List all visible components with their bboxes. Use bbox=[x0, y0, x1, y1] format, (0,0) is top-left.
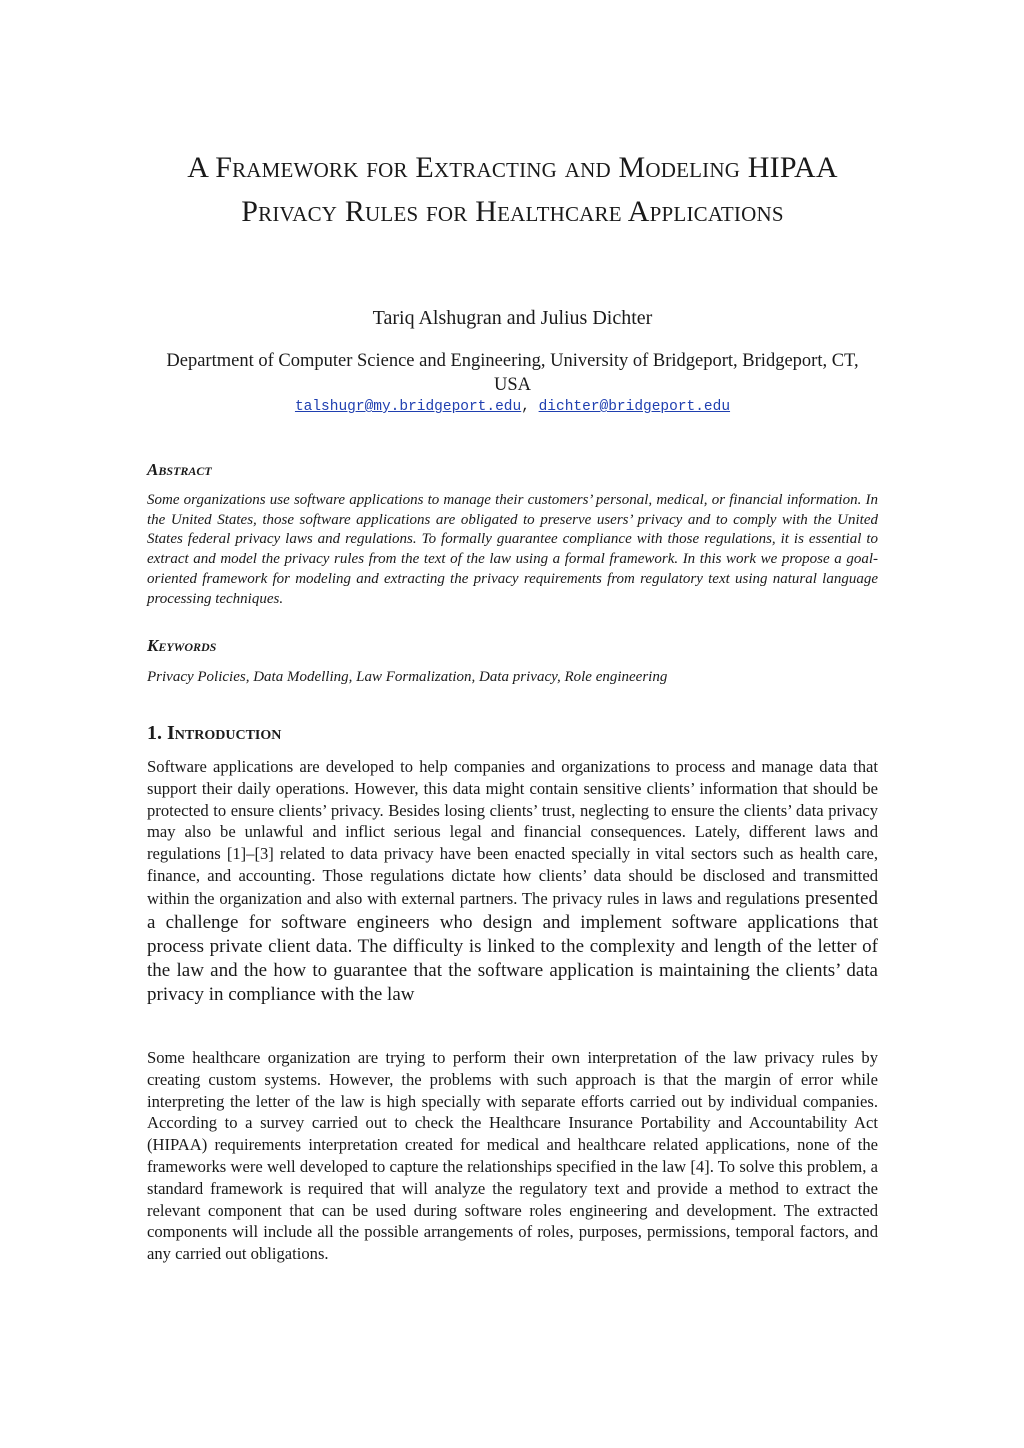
email-link-alshugran[interactable]: talshugr@my.bridgeport.edu bbox=[294, 399, 522, 415]
paper-authors: Tariq Alshugran and Julius Dichter bbox=[372, 307, 653, 329]
intro-paragraph-1-part-b: presented a challenge for software engineers who design and implement software applications that process private client data. The difficulty is linked to the complexity and length of the letter of the law and the how to guarantee that the software application is maintaining the clients’ data privacy in compliance with the law bbox=[147, 887, 878, 1005]
author-emails bbox=[147, 397, 878, 417]
keywords-text: Privacy Policies, Data Modelling, Law Formalization, Data privacy, Role engineering bbox=[147, 669, 668, 685]
author-affiliation: Department of Computer Science and Engineering, University of Bridgeport, Bridgeport, CT, USA bbox=[166, 351, 859, 395]
abstract-heading: Abstract bbox=[147, 460, 212, 479]
intro-paragraph-1-part-a: Software applications are developed to help companies and organizations to process and manage data that support their daily operations. However, this data might contain sensitive clients’ information that should be protected to ensure clients’ privacy. Besides losing clients’ trust, neglecting to ensure the clients’ data privacy may also be unlawful and inflict serious legal and financial consequences. Lately, different laws and regulations [1]–[3] related to data privacy have been enacted specially in vital sectors such as health care, finance, and accounting. Those regulations dictate how clients’ data should be disclosed and transmitted within the organization and also with external partners. The privacy rules in laws and regulations bbox=[147, 757, 878, 908]
paper-title: A Framework for Extracting and Modeling HIPAA Privacy Rules for Healthcare Applications bbox=[187, 151, 838, 228]
section-heading-introduction: 1. Introduction bbox=[147, 722, 282, 744]
abstract-text: Some organizations use software applications to manage their customers’ personal, medical, or financial information. In the United States, those software applications are obligated to preserve users’ privacy and to comply with the United States federal privacy laws and regulations. To formally guarantee compliance with those regulations, it is essential to extract and model the privacy rules from the text of the law using a formal framework. In this work we propose a goal-oriented framework for modeling and extracting the privacy requirements from regulatory text using natural language processing techniques. bbox=[147, 492, 878, 607]
intro-paragraph-2: Some healthcare organization are trying to perform their own interpretation of the law privacy rules by creating custom systems. However, the problems with such approach is that the margin of error while interpreting the letter of the law is high specially with separate efforts carried out by individual companies. According to a survey carried out to check the Healthcare Insurance Portability and Accountability Act (HIPAA) requirements interpretation created for medical and healthcare related applications, none of the frameworks were well developed to capture the relationships specified in the law [4]. To solve this problem, a standard framework is required that will analyze the regulatory text and provide a method to extract the relevant component that can be used during software roles engineering and development. The extracted components will include all the possible arrangements of roles, purposes, permissions, temporal factors, and any carried out obligations. bbox=[147, 1048, 878, 1264]
email-separator: , bbox=[521, 399, 530, 415]
keywords-heading: Keywords bbox=[147, 636, 217, 655]
intro-paragraph-1 bbox=[147, 756, 878, 1007]
email-link-dichter[interactable]: dichter@bridgeport.edu bbox=[538, 399, 731, 415]
